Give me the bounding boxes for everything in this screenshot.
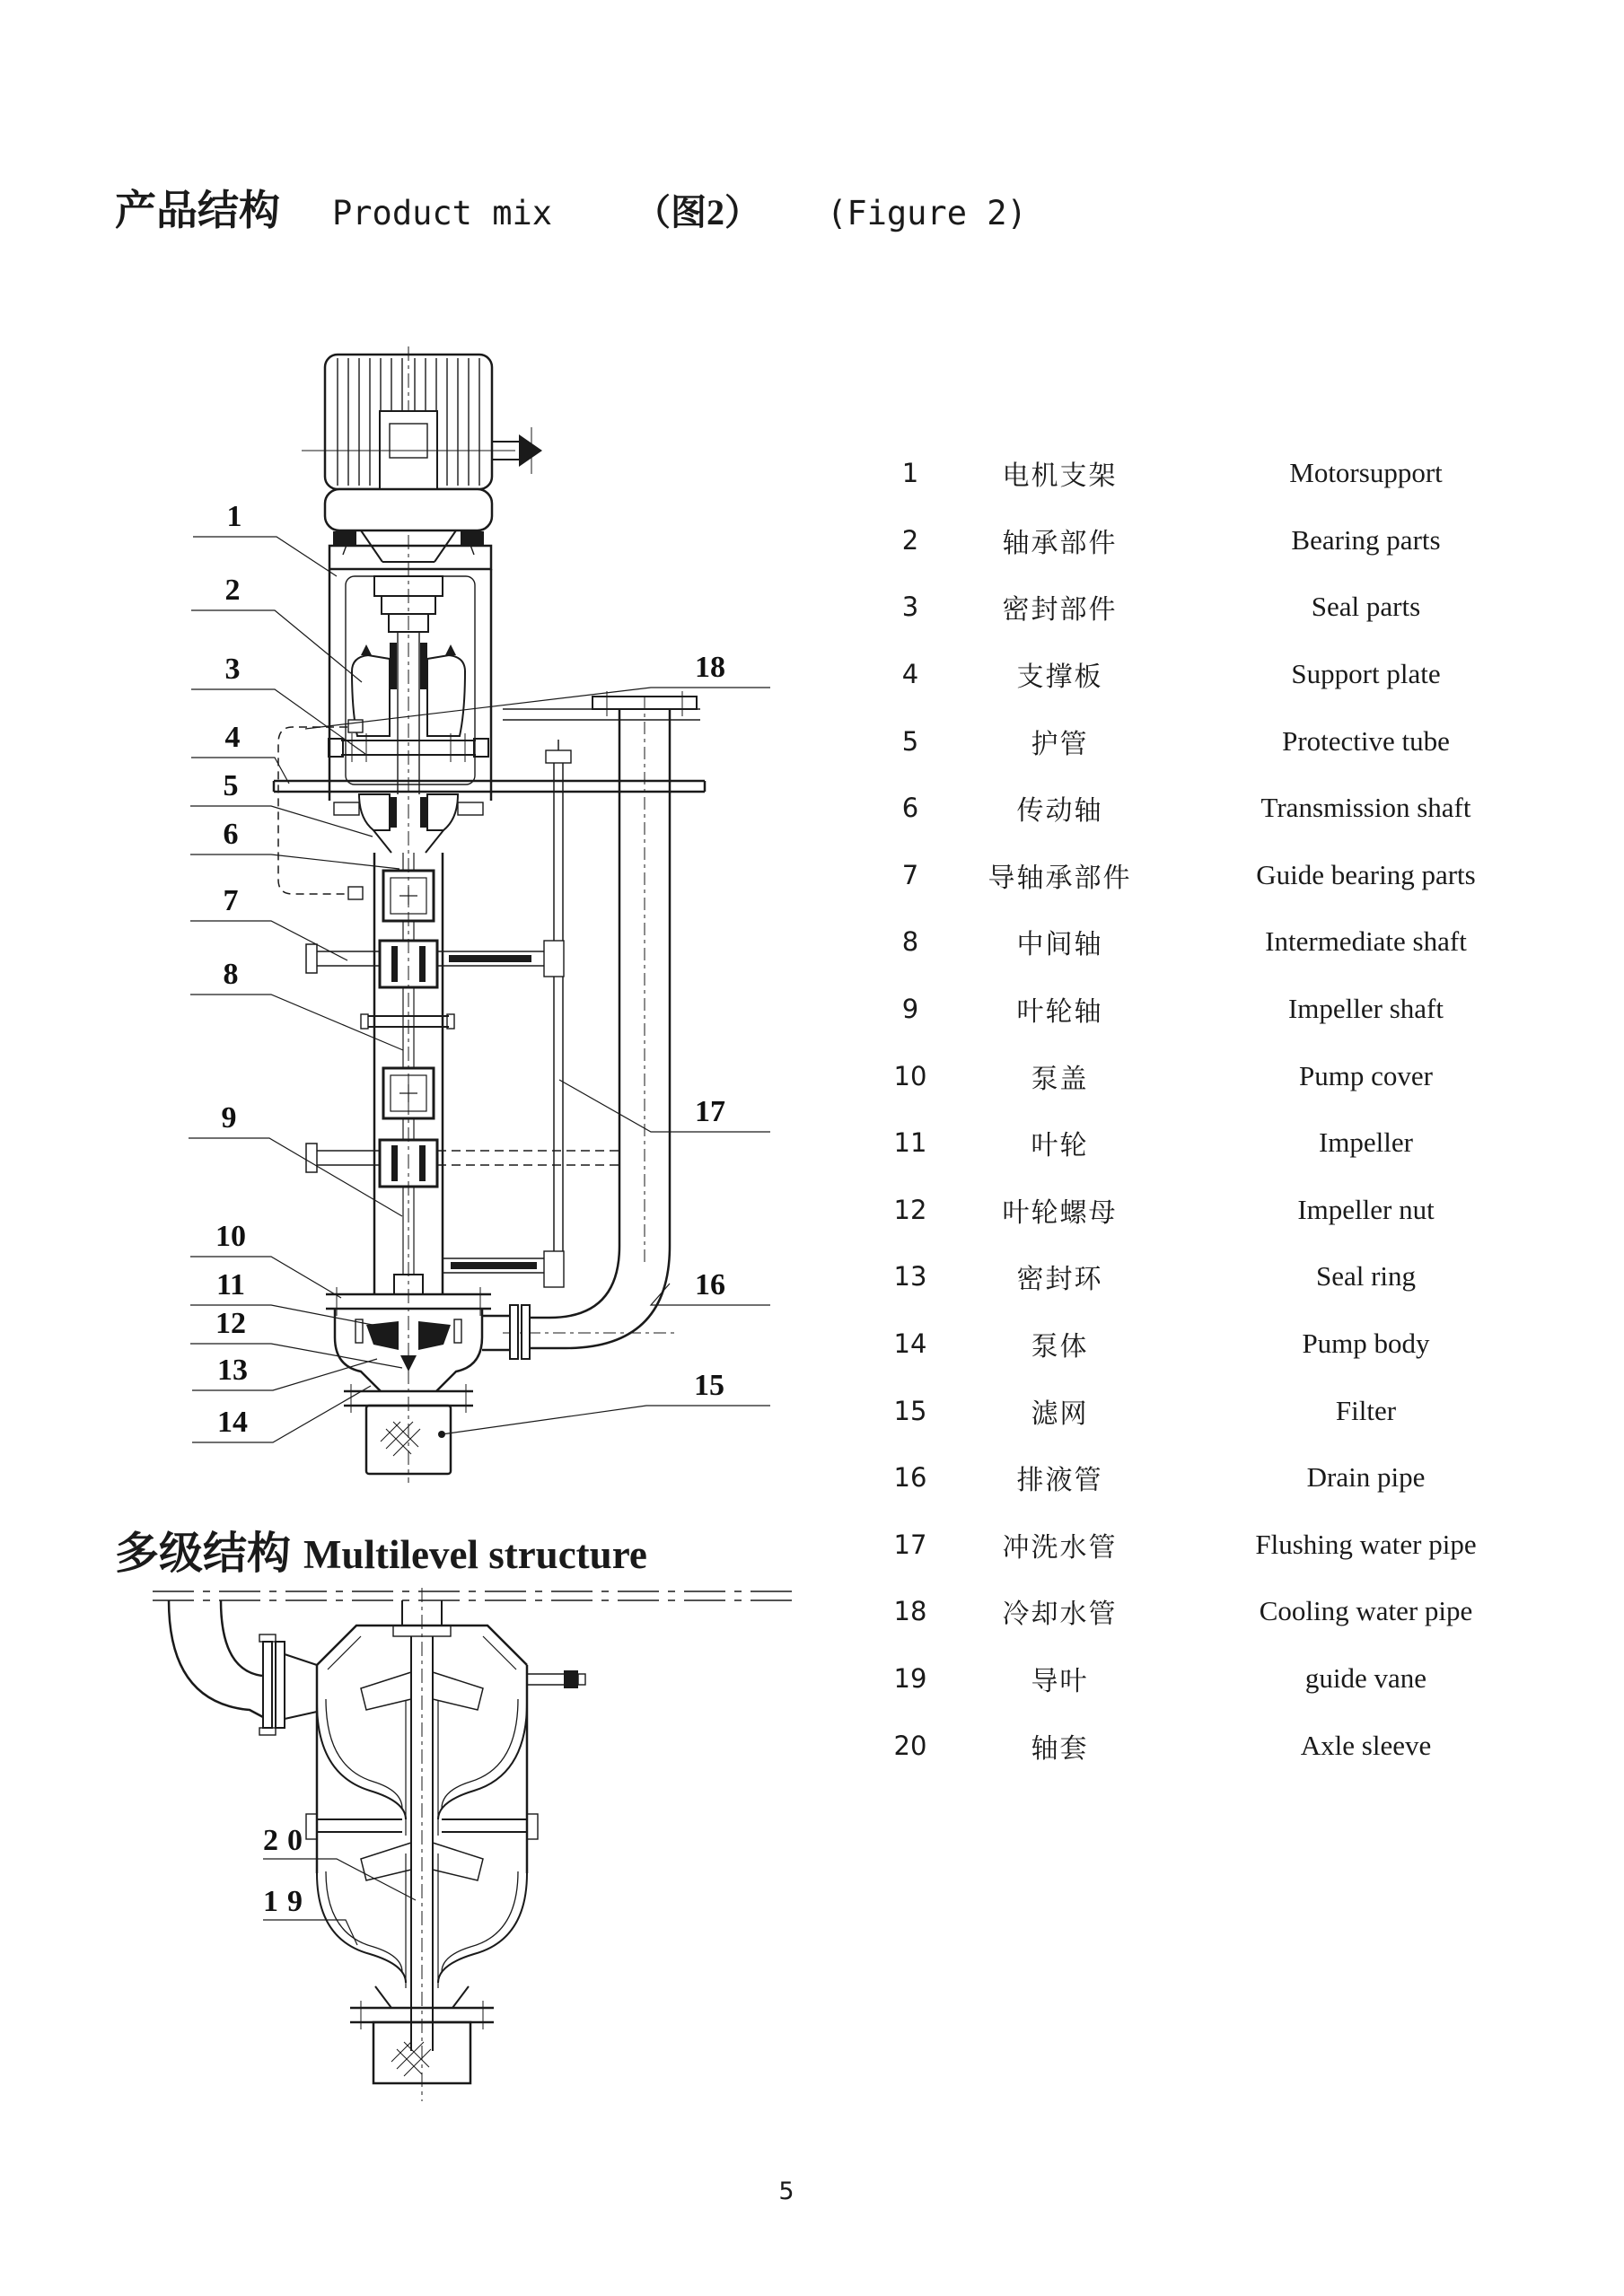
table-row bbox=[884, 976, 1549, 1043]
drain-pipe bbox=[503, 691, 697, 1348]
page-number: 5 bbox=[778, 2178, 794, 2205]
table-row bbox=[884, 1645, 1549, 1713]
table-row bbox=[884, 1310, 1549, 1378]
part-number: 13 bbox=[893, 1261, 927, 1293]
part-name-en: Pump body bbox=[1302, 1328, 1430, 1360]
callout-label: 1 bbox=[226, 500, 242, 533]
callout-label: 6 bbox=[223, 818, 239, 851]
part-name-en: Seal parts bbox=[1311, 591, 1421, 623]
callout-label: 18 bbox=[695, 651, 725, 684]
part-name-cn: 滤网 bbox=[1031, 1398, 1089, 1429]
callout-label: 7 bbox=[223, 884, 239, 917]
part-name-cn: 冷却水管 bbox=[1002, 1599, 1118, 1630]
table-row bbox=[884, 1042, 1549, 1109]
part-number: 19 bbox=[893, 1662, 927, 1694]
part-number: 2 bbox=[901, 524, 919, 556]
part-name-cn: 泵盖 bbox=[1031, 1064, 1089, 1094]
mounting-datum-line bbox=[153, 1591, 799, 1600]
figure-ref-chinese: （图2） bbox=[635, 192, 761, 232]
section-heading bbox=[115, 1519, 647, 1582]
part-number: 8 bbox=[901, 926, 919, 958]
part-name-en: Impeller bbox=[1318, 1126, 1413, 1159]
part-name-cn: 密封部件 bbox=[1002, 595, 1118, 626]
guide-bearing-lower bbox=[306, 1140, 621, 1187]
part-name-cn: 泵体 bbox=[1031, 1332, 1089, 1363]
part-name-cn: 叶轮 bbox=[1031, 1131, 1089, 1161]
part-name-en: Flushing water pipe bbox=[1255, 1528, 1477, 1560]
table-row bbox=[884, 1512, 1549, 1579]
part-name-cn: 排液管 bbox=[1016, 1466, 1103, 1496]
parts-table bbox=[884, 440, 1549, 1779]
part-name-cn: 导叶 bbox=[1031, 1666, 1089, 1696]
part-name-cn: 中间轴 bbox=[1016, 930, 1103, 960]
leader-lines bbox=[189, 537, 770, 1442]
part-number: 16 bbox=[893, 1462, 927, 1494]
vertical-pump-sectional-diagram bbox=[126, 341, 898, 1499]
part-name-cn: 护管 bbox=[1031, 729, 1089, 759]
part-name-en: guide vane bbox=[1304, 1661, 1427, 1694]
part-number: 7 bbox=[901, 859, 919, 890]
part-number: 14 bbox=[893, 1328, 927, 1360]
part-name-cn: 电机支架 bbox=[1002, 461, 1118, 492]
callout-label: 20 bbox=[263, 1824, 312, 1857]
part-number: 3 bbox=[901, 592, 919, 623]
table-row bbox=[884, 574, 1549, 641]
callout-label: 14 bbox=[217, 1406, 248, 1439]
part-number: 6 bbox=[901, 793, 919, 824]
part-name-cn: 叶轮螺母 bbox=[1002, 1197, 1118, 1228]
title-chinese: 产品结构 bbox=[115, 188, 280, 233]
part-number: 20 bbox=[893, 1730, 927, 1761]
part-name-cn: 传动轴 bbox=[1016, 796, 1103, 827]
part-number: 17 bbox=[893, 1529, 927, 1560]
callout-label: 5 bbox=[223, 769, 239, 802]
callout-label: 3 bbox=[224, 653, 241, 686]
electric-motor bbox=[302, 355, 542, 530]
table-row bbox=[884, 1712, 1549, 1779]
shaft-coupling-upper bbox=[383, 871, 434, 921]
pump-casing bbox=[326, 1275, 530, 1413]
part-number: 18 bbox=[893, 1596, 927, 1627]
part-number: 1 bbox=[901, 458, 919, 489]
part-name-cn: 轴套 bbox=[1031, 1733, 1089, 1764]
table-row bbox=[884, 842, 1549, 909]
part-name-en: Cooling water pipe bbox=[1259, 1595, 1473, 1627]
table-row bbox=[884, 1177, 1549, 1244]
part-name-en: Drain pipe bbox=[1306, 1461, 1426, 1494]
part-number: 5 bbox=[901, 725, 919, 757]
part-name-en: Guide bearing parts bbox=[1256, 858, 1476, 890]
part-name-cn: 轴承部件 bbox=[1002, 528, 1118, 558]
part-number: 15 bbox=[893, 1395, 927, 1426]
callout-label: 17 bbox=[695, 1095, 725, 1128]
callout-label: 2 bbox=[224, 574, 241, 607]
callout-label: 13 bbox=[217, 1354, 248, 1387]
part-name-en: Motorsupport bbox=[1289, 457, 1443, 489]
guide-bearing-upper bbox=[306, 941, 549, 987]
part-name-en: Impeller nut bbox=[1297, 1193, 1435, 1225]
table-row bbox=[884, 775, 1549, 842]
part-name-cn: 叶轮轴 bbox=[1016, 997, 1103, 1028]
part-number: 10 bbox=[893, 1060, 927, 1091]
subtitle-chinese: 多级结构 bbox=[115, 1529, 292, 1578]
table-row bbox=[884, 641, 1549, 708]
part-name-en: Seal ring bbox=[1315, 1260, 1417, 1293]
part-number: 11 bbox=[893, 1127, 927, 1159]
multistage-pump-sectional-diagram bbox=[135, 1584, 817, 2105]
part-name-en: Protective tube bbox=[1282, 724, 1450, 757]
part-number: 12 bbox=[893, 1194, 927, 1225]
callout-label: 4 bbox=[224, 721, 241, 754]
part-name-cn: 密封环 bbox=[1016, 1265, 1103, 1295]
part-name-en: Support plate bbox=[1291, 658, 1441, 690]
part-name-en: Impeller shaft bbox=[1287, 993, 1444, 1025]
table-row bbox=[884, 1578, 1549, 1645]
page-title bbox=[115, 178, 1027, 237]
discharge-elbow bbox=[169, 1600, 317, 1735]
part-name-en: Filter bbox=[1335, 1394, 1397, 1426]
callout-label: 8 bbox=[223, 958, 239, 991]
part-number: 9 bbox=[901, 994, 919, 1025]
seal-ring bbox=[454, 1319, 461, 1343]
part-name-cn: 冲洗水管 bbox=[1002, 1532, 1118, 1563]
part-name-en: Bearing parts bbox=[1291, 523, 1441, 556]
callout-label: 15 bbox=[694, 1369, 724, 1402]
callout-label: 19 bbox=[263, 1885, 312, 1918]
table-row bbox=[884, 507, 1549, 574]
table-row bbox=[884, 1377, 1549, 1444]
table-row bbox=[884, 440, 1549, 507]
flushing-water-pipe bbox=[544, 740, 571, 1287]
part-name-en: Intermediate shaft bbox=[1265, 925, 1467, 958]
part-name-cn: 导轴承部件 bbox=[988, 863, 1132, 893]
shaft-coupling-lower bbox=[383, 1068, 434, 1118]
part-number: 4 bbox=[901, 659, 919, 690]
impeller-nut bbox=[400, 1355, 417, 1371]
callout-label: 16 bbox=[695, 1268, 725, 1301]
flushing-tie-rods bbox=[443, 1258, 546, 1273]
cooling-water-pipe-loop bbox=[278, 720, 363, 899]
table-row bbox=[884, 1243, 1549, 1310]
subtitle-english: Multilevel structure bbox=[303, 1532, 647, 1577]
motor-support-stand bbox=[329, 546, 491, 801]
callout-label: 12 bbox=[215, 1307, 246, 1340]
filter-hatch-icon bbox=[381, 1422, 420, 1456]
table-row bbox=[884, 908, 1549, 976]
figure-ref-english: (Figure 2) bbox=[827, 194, 1027, 232]
table-row bbox=[884, 707, 1549, 775]
callout-label: 9 bbox=[221, 1101, 237, 1135]
part-name-cn: 支撑板 bbox=[1016, 662, 1103, 693]
part-name-en: Pump cover bbox=[1299, 1059, 1433, 1091]
callout-label: 11 bbox=[215, 1268, 246, 1301]
title-english: Product mix bbox=[332, 194, 553, 232]
part-name-en: Axle sleeve bbox=[1300, 1729, 1432, 1761]
table-row bbox=[884, 1109, 1549, 1177]
table-row bbox=[884, 1444, 1549, 1512]
callout-label: 10 bbox=[215, 1220, 246, 1253]
part-name-en: Transmission shaft bbox=[1260, 792, 1471, 824]
